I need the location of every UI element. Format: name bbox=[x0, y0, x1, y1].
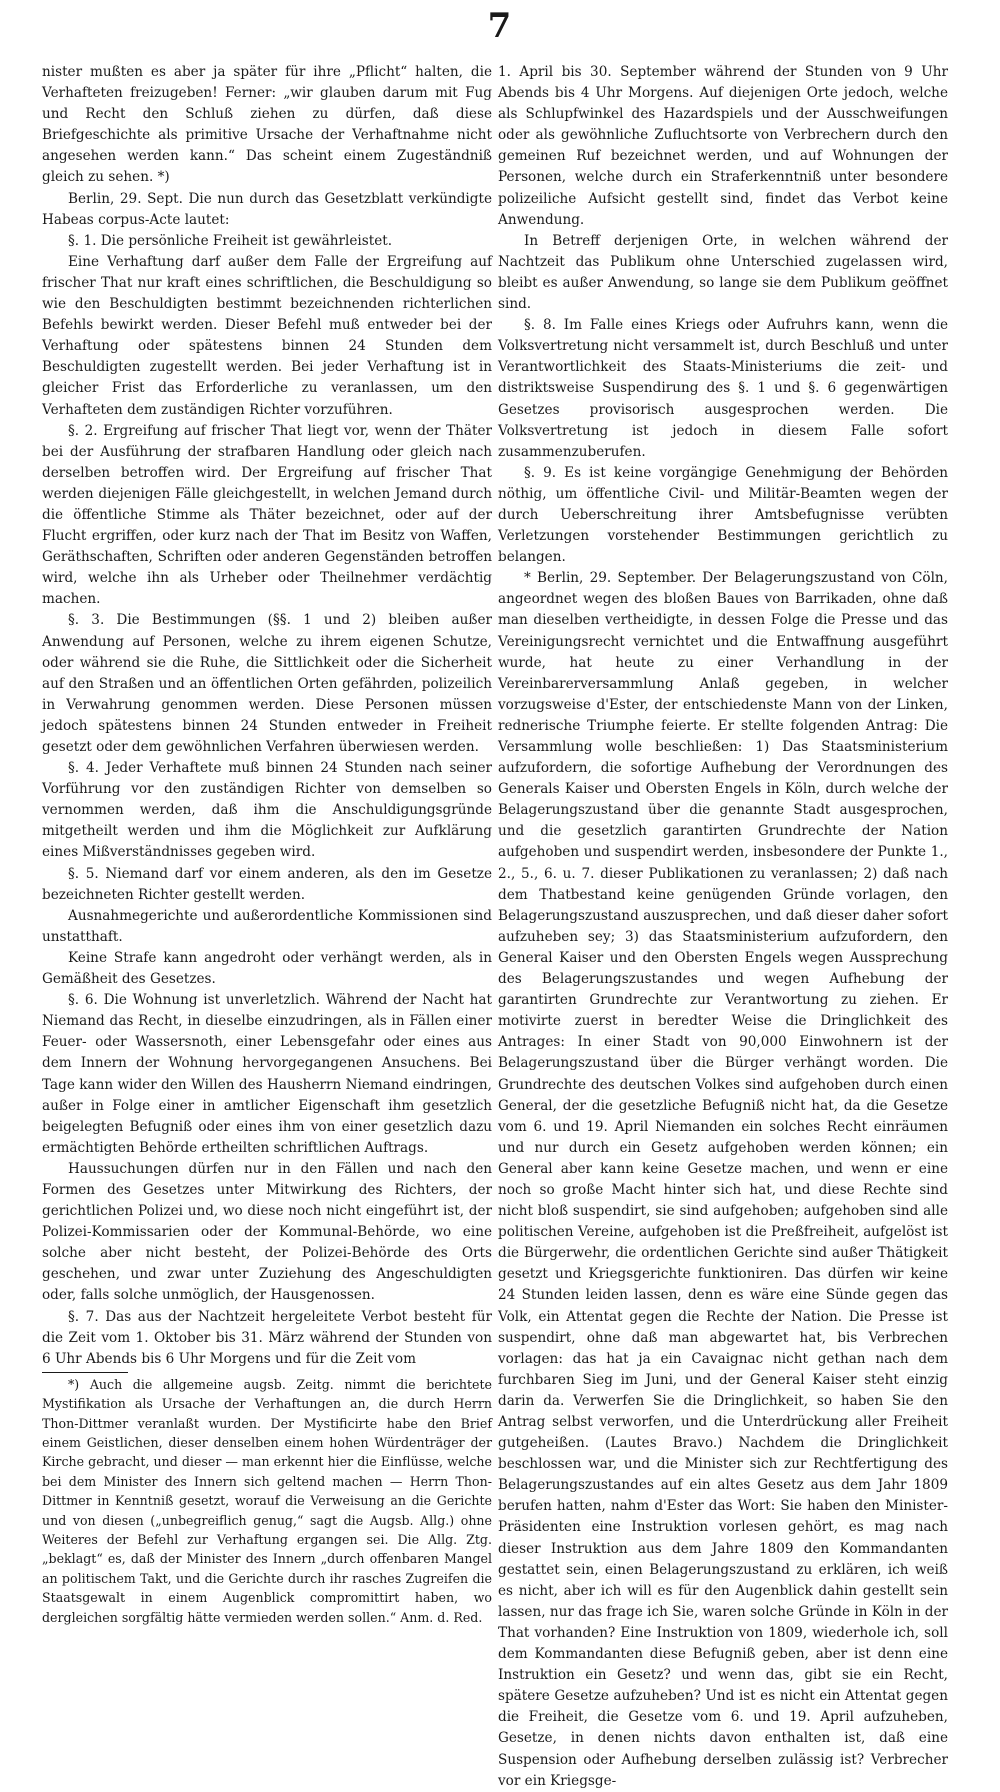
page-number: 7 bbox=[487, 6, 513, 46]
right-column bbox=[498, 62, 948, 1792]
section-3: §. 3. Die Bestimmungen (§§. 1 und 2) bleiben außer Anwendung auf Personen, welche zu ihrem eigenen Schutze, oder während sie die Ruhe, die Sittlichkeit oder die Sicherheit auf den Straßen und an öffentlichen Orten gefährden, polizeilich in Verwahrung genommen werden. Diese Personen müssen jedoch spätestens binnen 24 Stunden entweder in Freiheit gesetzt oder dem gewöhnlichen Verfahren überwiesen werden. bbox=[42, 612, 492, 755]
section-4: §. 4. Jeder Verhaftete muß binnen 24 Stunden nach seiner Vorführung vor den zuständigen Richter von demselben so vernommen werden, daß ihm die Anschuldigungsgründe mitgetheilt werden und ihm die Möglichkeit zur Aufklärung eines Mißverständnisses gegeben wird. bbox=[42, 760, 492, 861]
footnote-divider bbox=[42, 1372, 128, 1373]
dateline-berlin: Berlin, 29. Sept. Die nun durch das Gesetzblatt verkündigte Habeas corpus-Acte lautet: bbox=[42, 190, 492, 228]
paragraph: Haussuchungen dürfen nur in den Fällen und nach den Formen des Gesetzes unter Mitwirkung des Richters, der gerichtlichen Polizei und, wo diese noch nicht eingeführt ist, der Polizei-Kommissarien oder der Kommunal-Behörde, wo eine solche aber nicht besteht, der Polizei-Behörde des Orts geschehen, und zwar unter Zuziehung des Angeschuldigten oder, falls solche unmöglich, der Hausgenossen. bbox=[42, 1160, 492, 1304]
section-2: §. 2. Ergreifung auf frischer That liegt vor, wenn der Thäter bei der Ausführung der strafbaren Handlung oder gleich nach derselben betroffen wird. Der Ergreifung auf frischer That werden diejenigen Fälle gleichgestellt, in welchen Jemand durch die öffentliche Stimme als Thäter bezeichnet, oder auf der Flucht ergriffen, oder kurz nach der That im Besitz von Waffen, Geräthschaften, Schriften oder anderen Gegenständen betroffen wird, welche ihn als Urheber oder Theilnehmer verdächtig machen. bbox=[42, 422, 492, 608]
section-1: §. 1. Die persönliche Freiheit ist gewährleistet. bbox=[68, 232, 393, 249]
article-berlin-29-september: * Berlin, 29. September. Der Belagerungszustand von Cöln, angeordnet wegen des bloßen Baues von Barrikaden, ohne daß man dieselben vertheidigte, in dessen Folge die Presse und das Vereinigungsrecht vernichtet und die Entwaffnung ausgeführt wurde, hat heute zu einer Verhandlung in der Vereinbarerversammlung Anlaß gegeben, in welcher vorzugsweise d'Ester, der entschiedenste Mann von der Linken, rednerische Triumphe feierte. Er stellte folgenden Antrag: Die Versammlung wolle beschließen: 1) Das Staatsministerium aufzufordern, die sofortige Aufhebung der Verordnungen des Generals Kaiser und Obersten Engels in Köln, durch welche der Belagerungszustand über die genannte Stadt ausgesprochen, und die gesetzlich garantirten Grundrechte der Nation aufgehoben und suspendirt werden, insbesondere der Punkte 1., 2., 5., 6. u. 7. dieser Publikationen zu veranlassen; 2) daß nach dem Thatbestand keine genügenden Gründe vorlagen, den Belagerungszustand auszusprechen, und daß dieser daher sofort aufzuheben sey; 3) das Staatsministerium aufzufordern, den General Kaiser und den Obersten Engels wegen Aussprechung des Belagerungszustandes und wegen Aufhebung der garantirten Grundrechte zur Verantwortung zu ziehen. Er motivirte zuerst in beredter Weise die Dringlichkeit des Antrages: In einer Stadt von 90,000 Einwohnern ist der Belagerungszustand über die Bürger verhängt worden. Die Grundrechte des deutschen Volkes sind aufgehoben durch einen General, der die gesetzliche Befugniß nicht hat, da die Gesetze vom 6. und 19. April Niemanden ein solches Recht einräumen und nur durch ein Gesetz aufgehoben werden können; ein General aber kann keine Gesetze machen, und wenn er eine noch so große Macht hinter sich hat, und diese Rechte sind nicht bloß suspendirt, sie sind aufgehoben; aufgehoben sind alle politischen Vereine, aufgehoben ist die Preßfreiheit, aufgelöst ist die Bürgerwehr, die ordentlichen Gerichte sind außer Thätigkeit gesetzt und Kriegsgerichte funktioniren. Das dürfen wir keine 24 Stunden leiden lassen, denn es wäre eine Sünde gegen das Volk, ein Attentat gegen die Rechte der Nation. Die Presse ist suspendirt, ohne daß man abgewartet hat, bis Verbrechen vorlagen: das hat ja ein Cavaignac nicht gethan nach dem furchbaren Sieg im Juni, und der General Kaiser steht einzig darin da. Verwerfen Sie die Dringlichkeit, so haben Sie den Antrag selbst verworfen, und die Unterdrückung aller Freiheit gutgeheißen. (Lautes Bravo.) Nachdem die Dringlichkeit beschlossen war, und die Minister sich zur Rechtfertigung des Belagerungszustandes auf ein altes Gesetz aus dem Jahr 1809 berufen hatten, nahm d'Ester das Wort: Sie haben den Minister-Präsidenten eine Instruktion vorlesen gehört, es mag nach dieser Instruktion aus dem Jahre 1809 den Kommandanten gestattet sein, einen Belagerungszustand zu erklären, ich weiß es nicht, aber ich will es für den Augenblick dahin gestellt sein lassen, nur das frage ich Sie, waren solche Gründe in Köln in der That vorhanden? Eine Instruktion von 1809, wiederhole ich, soll dem Kommandanten diese Befugniß geben, aber ist denn eine Instruktion ein Gesetz? und wenn das, gibt sie ein Recht, spätere Gesetze aufzuheben? Und ist es nicht ein Attentat gegen die Freiheit, die Gesetze vom 6. und 19. April aufzuheben, Gesetze, in denen nichts davon enthalten ist, daß eine Suspension oder Aufhebung derselben zulässig ist? Verbrecher vor ein Kriegsge- bbox=[498, 570, 948, 1789]
paragraph: nister mußten es aber ja später für ihre „Pflicht“ halten, die Verhafteten freizugeben! Ferner: „wir glauben darum mit Fug und Recht den Schluß ziehen zu dürfen, daß diese Briefgeschichte als primitive Ursache der Verhaftnahme nicht angesehen werden kann.“ Das scheint einem Zugeständniß gleich zu sehen. *) bbox=[42, 64, 492, 186]
section-5: §. 5. Niemand darf vor einem anderen, als den im Gesetze bezeichneten Richter gestellt werden. bbox=[42, 865, 492, 903]
section-6: §. 6. Die Wohnung ist unverletzlich. Während der Nacht hat Niemand das Recht, in dieselbe einzudringen, als in Fällen einer Feuer- oder Wassersnoth, einer Lebensgefahr oder eines aus dem Innern der Wohnung hervorgegangenen Ansuchens. Bei Tage kann wider den Willen des Hausherrn Niemand eindringen, außer in Folge einer in amtlicher Eigenschaft ihm gesetzlich beigelegten Befugniß oder eines ihm von einer gesetzlich dazu ermächtigten Behörde ertheilten schriftlichen Auftrags. bbox=[42, 992, 492, 1156]
paragraph: Ausnahmegerichte und außerordentliche Kommissionen sind unstatthaft. bbox=[42, 907, 492, 945]
paragraph: 1. April bis 30. September während der Stunden von 9 Uhr Abends bis 4 Uhr Morgens. Auf diejenigen Orte jedoch, welche als Schlupfwinkel des Hazardspiels und der Ausschweifungen oder als gewöhnliche Zufluchtsorte von Verbrechern durch den gemeinen Ruf bezeichnet werden, und auf Wohnungen der Personen, welche durch ein Straferkenntniß unter besondere polizeiliche Aufsicht gestellt sind, findet das Verbot keine Anwendung. bbox=[498, 64, 948, 228]
paragraph: Keine Strafe kann angedroht oder verhängt werden, als in Gemäßheit des Gesetzes. bbox=[42, 949, 492, 988]
left-column bbox=[42, 62, 492, 1627]
section-7: §. 7. Das aus der Nachtzeit hergeleitete Verbot besteht für die Zeit vom 1. Oktober bis 31. März während der Stunden von 6 Uhr Abends bis 6 Uhr Morgens und für die Zeit vom bbox=[42, 1308, 492, 1367]
footnote: *) Auch die allgemeine augsb. Zeitg. nimmt die berichtete Mystifikation als Ursache der Verhaftungen an, die durch Herrn Thon-Dittmer veranlaßt wurden. Der Mystificirte habe den Brief einem Geistlichen, dieser denselben einem hohen Würdenträger der Kirche gebracht, und dieser — man erkennt hier die Einflüsse, welche bei dem Minister des Innern sich geltend machen — Herrn Thon-Dittmer in Kenntniß gesetzt, worauf die Verweisung an die Gerichte und von diesen („unbegreiflich genug,“ sagt die Augsb. Allg.) ohne Weiteres der Befehl zur Verhaftung ergangen sei. Die Allg. Ztg. „beklagt“ es, daß der Minister des Innern „durch offenbaren Mangel an politischem Takt, und die Gerichte durch ihr rasches Zugreifen die Staatsgewalt in einem Augenblick compromittirt haben, wo dergleichen sorgfältig hätte vermieden werden sollen.“ Anm. d. Red. bbox=[42, 1376, 492, 1625]
section-9: §. 9. Es ist keine vorgängige Genehmigung der Behörden nöthig, um öffentliche Civil- und Militär-Beamten wegen der durch Ueberschreitung ihrer Amtsbefugnisse verübten Verletzungen vorstehender Bestimmungen gerichtlich zu belangen. bbox=[498, 464, 948, 566]
paragraph: Eine Verhaftung darf außer dem Falle der Ergreifung auf frischer That nur kraft eines schriftlichen, die Beschuldigung so wie den Beschuldigten bestimmt bezeichnenden richterlichen Befehls bewirkt werden. Dieser Befehl muß entweder bei der Verhaftung oder spätestens binnen 24 Stunden dem Beschuldigten zugestellt werden. Bei jeder Verhaftung ist in gleicher Frist das Erforderliche zu veranlassen, um den Verhafteten dem zuständigen Richter vorzuführen. bbox=[42, 253, 492, 418]
paragraph: In Betreff derjenigen Orte, in welchen während der Nachtzeit das Publikum ohne Unterschied zugelassen wird, bleibt es außer Anwendung, so lange sie dem Publikum geöffnet sind. bbox=[498, 232, 948, 313]
section-8: §. 8. Im Falle eines Kriegs oder Aufruhrs kann, wenn die Volksvertretung nicht versammelt ist, durch Beschluß und unter Verantwortlichkeit des Staats-Ministeriums die zeit- und distriktsweise Suspendirung des §. 1 und §. 6 gegenwärtigen Gesetzes provisorisch ausgesprochen werden. Die Volksvertretung ist jedoch in diesem Falle sofort zusammenzuberufen. bbox=[498, 317, 948, 460]
